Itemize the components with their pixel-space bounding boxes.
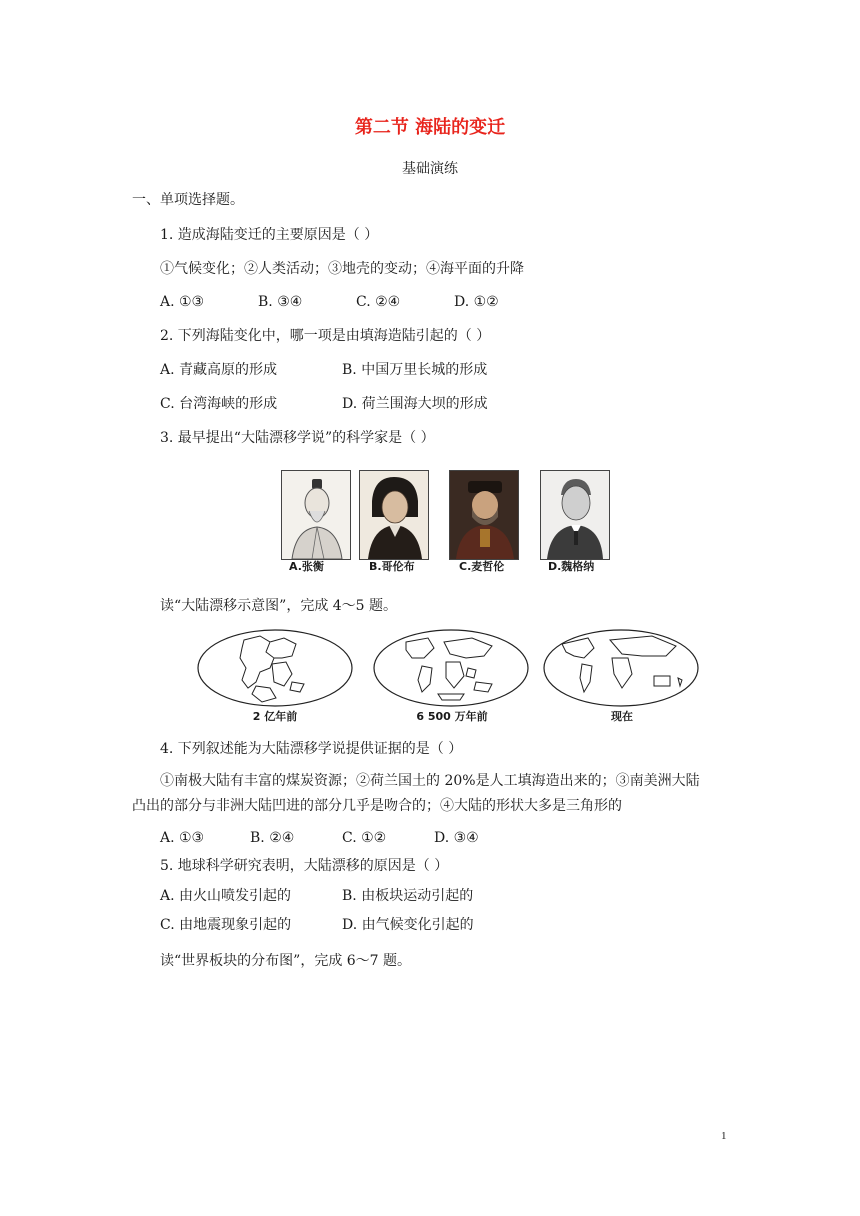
q2-option-c[interactable]: C. 台湾海峡的形成 [160, 396, 278, 412]
portrait-columbus [359, 470, 429, 560]
q4-option-a[interactable]: A. ①③ [160, 830, 205, 846]
q2-stem: 2. 下列海陆变化中，哪一项是由填海造陆引起的（ ） [160, 328, 491, 344]
continental-drift-figure [196, 628, 700, 728]
q2-option-b[interactable]: B. 中国万里长城的形成 [342, 362, 488, 378]
map-200-million-years [196, 628, 354, 708]
q3-stem: 3. 最早提出“大陆漂移学说”的科学家是（ ） [160, 430, 435, 446]
q1-stem: 1. 造成海陆变迁的主要原因是（ ） [160, 227, 379, 243]
portrait-caption-a: A.张衡 [289, 560, 324, 573]
q5-option-c[interactable]: C. 由地震现象引起的 [160, 917, 292, 933]
q5-stem: 5. 地球科学研究表明，大陆漂移的原因是（ ） [160, 858, 449, 874]
q4-statement-line2: 凸出的部分与非洲大陆凹进的部分几乎是吻合的；④大陆的形状大多是三角形的 [132, 798, 622, 814]
map-65-million-years [372, 628, 530, 708]
page-subtitle: 基础演练 [402, 161, 458, 177]
q2-option-d[interactable]: D. 荷兰围海大坝的形成 [342, 396, 488, 412]
q4-option-b[interactable]: B. ②④ [250, 830, 295, 846]
q5-option-a[interactable]: A. 由火山喷发引起的 [160, 888, 292, 904]
q5-option-b[interactable]: B. 由板块运动引起的 [342, 888, 474, 904]
map-caption-1: 2 亿年前 [252, 710, 298, 723]
q1-statement: ①气候变化；②人类活动；③地壳的变动；④海平面的升降 [160, 261, 524, 277]
q4-option-d[interactable]: D. ③④ [434, 830, 479, 846]
q1-option-d[interactable]: D. ①② [454, 294, 499, 310]
reading-instruction-6-7: 读“世界板块的分布图”，完成 6～7 题。 [160, 953, 412, 969]
page-title: 第二节 海陆的变迁 [354, 117, 506, 138]
q1-option-b[interactable]: B. ③④ [258, 294, 303, 310]
portrait-caption-d: D.魏格纳 [548, 560, 595, 573]
q2-option-a[interactable]: A. 青藏高原的形成 [160, 362, 278, 378]
portrait-zhang-heng [281, 470, 351, 560]
page-number: 1 [721, 1130, 727, 1142]
q4-statement-line1: ①南极大陆有丰富的煤炭资源；②荷兰国土的 20%是人工填海造出来的；③南美洲大陆 [160, 773, 700, 789]
q4-stem: 4. 下列叙述能为大陆漂移学说提供证据的是（ ） [160, 741, 463, 757]
q5-option-d[interactable]: D. 由气候变化引起的 [342, 917, 474, 933]
q1-option-a[interactable]: A. ①③ [160, 294, 205, 310]
q4-option-c[interactable]: C. ①② [342, 830, 387, 846]
q1-option-c[interactable]: C. ②④ [356, 294, 401, 310]
section-heading: 一、单项选择题。 [132, 192, 244, 208]
portrait-caption-c: C.麦哲伦 [459, 560, 505, 573]
map-caption-3: 现在 [611, 710, 633, 723]
portrait-caption-b: B.哥伦布 [369, 560, 415, 573]
map-caption-2: 6 500 万年前 [416, 710, 488, 723]
portrait-wegener [540, 470, 610, 560]
portrait-magellan [449, 470, 519, 560]
map-present [542, 628, 700, 708]
reading-instruction-4-5: 读“大陆漂移示意图”，完成 4～5 题。 [160, 598, 398, 614]
portrait-figure [281, 470, 611, 580]
